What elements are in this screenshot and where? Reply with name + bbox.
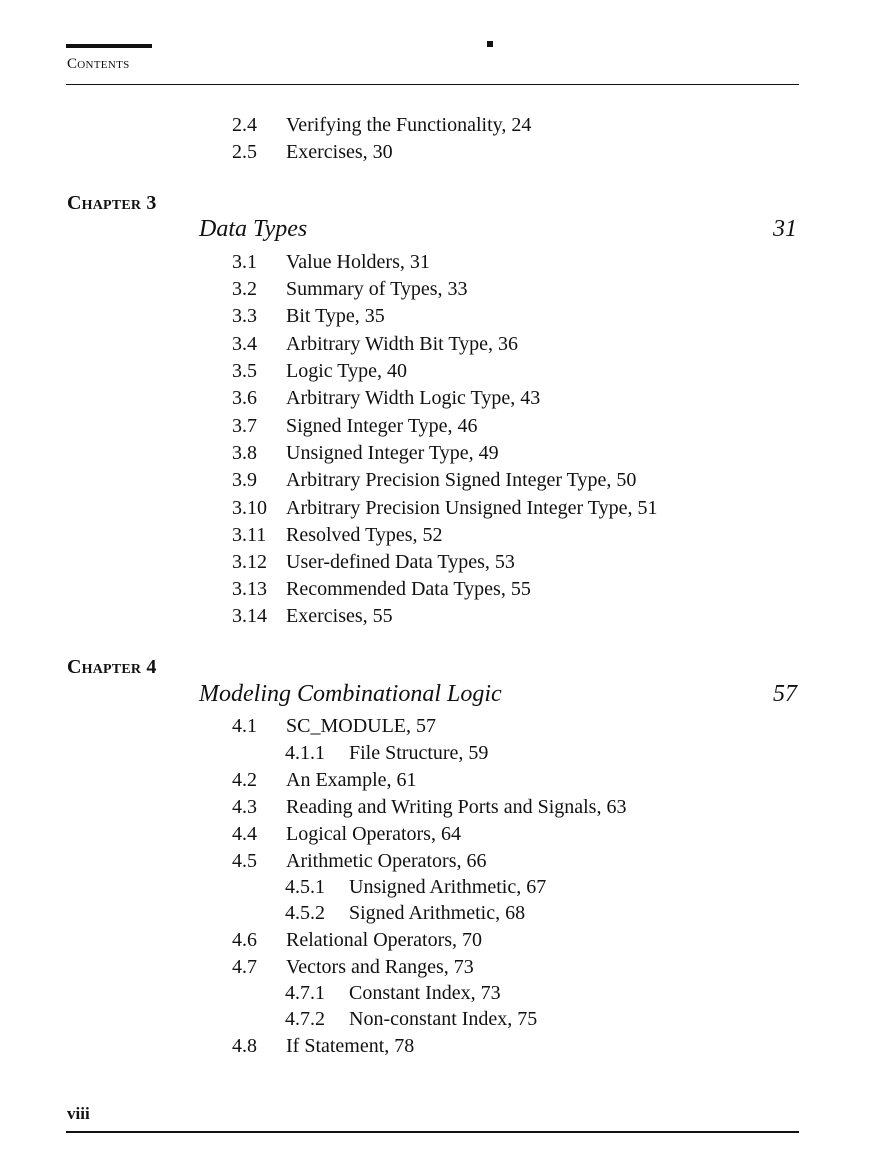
entry-text: Constant Index, 73 xyxy=(349,982,501,1004)
entry-text: Summary of Types, 33 xyxy=(286,278,468,300)
entry-number: 3.1 xyxy=(232,251,257,273)
entry-number: 3.6 xyxy=(232,387,257,409)
entry-number: 4.7.1 xyxy=(285,982,325,1004)
entry-number: 4.5.2 xyxy=(285,902,325,924)
entry-number: 4.3 xyxy=(232,796,257,818)
entry-text: Reading and Writing Ports and Signals, 63 xyxy=(286,796,627,818)
entry-text: Exercises, 30 xyxy=(286,141,393,163)
entry-number: 4.1.1 xyxy=(285,742,325,764)
entry-text: Logical Operators, 64 xyxy=(286,823,461,845)
chapter-3-title: Data Types xyxy=(199,216,308,242)
entry-text: Unsigned Integer Type, 49 xyxy=(286,442,499,464)
entry-number: 3.8 xyxy=(232,442,257,464)
entry-number: 4.4 xyxy=(232,823,257,845)
entry-text: An Example, 61 xyxy=(286,769,417,791)
entry-number: 3.13 xyxy=(232,578,267,600)
entry-text: Logic Type, 40 xyxy=(286,360,407,382)
header-mark xyxy=(487,41,493,47)
entry-number: 3.5 xyxy=(232,360,257,382)
running-head: Contents xyxy=(67,56,130,72)
entry-number: 3.10 xyxy=(232,497,267,519)
entry-text: Signed Arithmetic, 68 xyxy=(349,902,526,924)
entry-text: Signed Integer Type, 46 xyxy=(286,415,478,437)
entry-text: Arbitrary Width Bit Type, 36 xyxy=(286,333,519,355)
entry-text: Arbitrary Precision Unsigned Integer Type, 51 xyxy=(286,497,658,519)
entry-text: Non-constant Index, 75 xyxy=(349,1008,538,1030)
chapter-4-title: Modeling Combinational Logic xyxy=(199,681,502,707)
entry-text: File Structure, 59 xyxy=(349,742,489,764)
entry-number: 2.5 xyxy=(232,141,257,163)
entry-number: 4.5 xyxy=(232,850,257,872)
entry-text: Verifying the Functionality, 24 xyxy=(286,114,532,136)
entry-text: User-defined Data Types, 53 xyxy=(286,551,515,573)
entry-number: 3.11 xyxy=(232,524,267,546)
entry-number: 4.7 xyxy=(232,956,257,978)
entry-text: Exercises, 55 xyxy=(286,605,393,627)
entry-text: SC_MODULE, 57 xyxy=(286,715,437,737)
entry-text: Arithmetic Operators, 66 xyxy=(286,850,487,872)
entry-number: 3.9 xyxy=(232,469,257,491)
entry-number: 3.3 xyxy=(232,305,257,327)
entry-text: Arbitrary Precision Signed Integer Type, 50 xyxy=(286,469,637,491)
header-bar xyxy=(66,44,152,48)
entry-text: Relational Operators, 70 xyxy=(286,929,483,951)
entry-text: Value Holders, 31 xyxy=(286,251,430,273)
entry-number: 3.14 xyxy=(232,605,267,627)
entry-text: Arbitrary Width Logic Type, 43 xyxy=(286,387,541,409)
entry-number: 4.2 xyxy=(232,769,257,791)
entry-text: Unsigned Arithmetic, 67 xyxy=(349,876,547,898)
entry-text: Recommended Data Types, 55 xyxy=(286,578,531,600)
entry-text: If Statement, 78 xyxy=(286,1035,415,1057)
entry-number: 4.5.1 xyxy=(285,876,325,898)
entry-number: 4.6 xyxy=(232,929,257,951)
chapter-4-label: Chapter 4 xyxy=(67,656,157,678)
chapter-3-page: 31 xyxy=(773,216,797,242)
page-number: viii xyxy=(67,1104,90,1123)
entry-number: 3.2 xyxy=(232,278,257,300)
entry-number: 3.12 xyxy=(232,551,267,573)
entry-number: 3.4 xyxy=(232,333,257,355)
entry-number: 4.1 xyxy=(232,715,257,737)
entry-number: 4.7.2 xyxy=(285,1008,325,1030)
chapter-3-label: Chapter 3 xyxy=(67,192,157,214)
entry-number: 3.7 xyxy=(232,415,257,437)
footer-rule xyxy=(66,1131,799,1133)
header-rule xyxy=(66,84,799,85)
entry-number: 4.8 xyxy=(232,1035,257,1057)
chapter-4-page: 57 xyxy=(773,681,797,707)
entry-text: Resolved Types, 52 xyxy=(286,524,443,546)
entry-text: Bit Type, 35 xyxy=(286,305,385,327)
entry-number: 2.4 xyxy=(232,114,257,136)
entry-text: Vectors and Ranges, 73 xyxy=(286,956,474,978)
